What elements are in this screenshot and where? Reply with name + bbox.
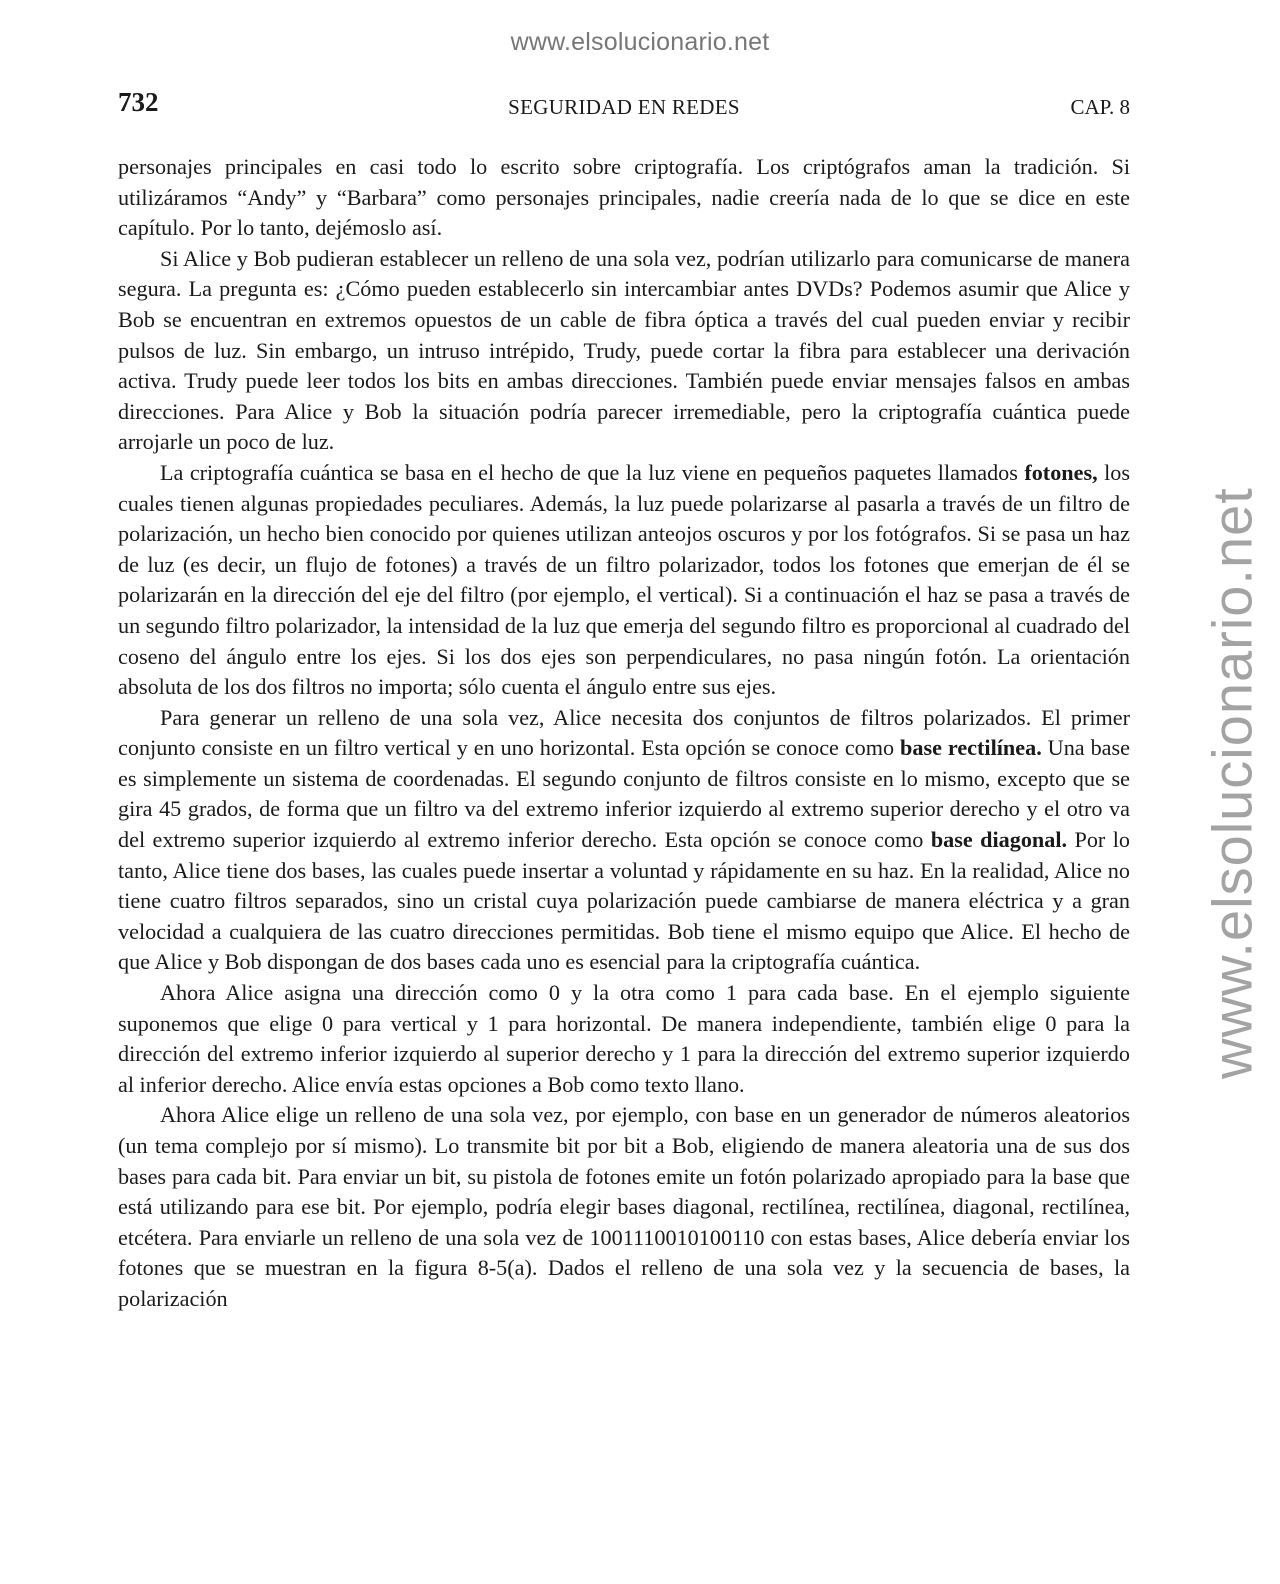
- paragraph-4-text-1: Para generar un relleno de una sola vez, Alice necesita dos conjuntos de filtros polarizados. El primer conjunto consiste en un filtro vertical y en uno horizontal. Esta opción se conoce como: [118, 704, 1130, 761]
- paragraph-4: [118, 703, 1130, 978]
- paragraph-2: Si Alice y Bob pudieran establecer un relleno de una sola vez, podrían utilizarlo para comunicarse de manera segura. La pregunta es: ¿Cómo pueden establecerlo sin intercambiar antes DVDs? Podemos asumir que Alice y Bob se encuentran en extremos opuestos de un cable de fibra óptica a través del cual pueden enviar y recibir pulsos de luz. Sin embargo, un intruso intrépido, Trudy, puede cortar la fibra para establecer una derivación activa. Trudy puede leer todos los bits en ambas direcciones. También puede enviar mensajes falsos en ambas direcciones. Para Alice y Bob la situación podría parecer irremediable, pero la criptografía cuántica puede arrojarle un poco de luz.: [118, 245, 1130, 455]
- paragraph-5: Ahora Alice asigna una dirección como 0 y la otra como 1 para cada base. En el ejemplo siguiente suponemos que elige 0 para vertical y 1 para horizontal. De manera independiente, también elige 0 para la dirección del extremo inferior izquierdo al superior derecho y 1 para la dirección del extremo superior izquierdo al inferior derecho. Alice envía estas opciones a Bob como texto llano.: [118, 980, 1130, 1097]
- paragraph-3: [118, 458, 1130, 703]
- page-header: [118, 87, 1130, 127]
- term-base-rectilinea: base rectilínea.: [900, 735, 1042, 761]
- paragraph-3-text-1: La criptografía cuántica se basa en el hecho de que la luz viene en pequeños paquetes llamados: [160, 459, 1025, 485]
- chapter-label: CAP. 8: [1070, 95, 1130, 119]
- term-fotones: fotones,: [1024, 459, 1098, 485]
- paragraph-4-text-2: Una base es simplemente un sistema de coordenadas. El segundo conjunto de filtros consiste en lo mismo, excepto que se gira 45 grados, de forma que un filtro va del extremo inferior izquierdo al extremo superior derecho y el otro va del extremo superior izquierdo al extremo inferior derecho. Esta opción se conoce como: [118, 735, 1130, 853]
- paragraph-6: Ahora Alice elige un relleno de una sola vez, por ejemplo, con base en un generador de números aleatorios (un tema complejo por sí mismo). Lo transmite bit por bit a Bob, eligiendo de manera aleatoria una de sus dos bases para cada bit. Para enviar un bit, su pistola de fotones emite un fotón polarizado apropiado para la base que está utilizando para ese bit. Por ejemplo, podría elegir bases diagonal, rectilínea, rectilínea, diagonal, rectilínea, etcétera. Para enviarle un relleno de una sola vez de 1001110010100110 con estas bases, Alice debería enviar los fotones que se muestran en la figura 8-5(a). Dados el relleno de una sola vez y la secuencia de bases, la polarización: [118, 1102, 1130, 1311]
- paragraph-4-text-3: Por lo tanto, Alice tiene dos bases, las cuales puede insertar a voluntad y rápidamente en su haz. En la realidad, Alice no tiene cuatro filtros separados, sino un cristal cuya polarización puede cambiarse de manera eléctrica y a gran velocidad a cualquiera de las cuatro direcciones permitidas. Bob tiene el mismo equipo que Alice. El hecho de que Alice y Bob dispongan de dos bases cada uno es esencial para la criptografía cuántica.: [118, 827, 1130, 975]
- body-text: [118, 152, 1130, 1315]
- term-base-diagonal: base diagonal.: [930, 827, 1068, 853]
- paragraph-1: personajes principales en casi todo lo escrito sobre criptografía. Los criptógrafos aman la tradición. Si utilizáramos “Andy” y “Barbara” como personajes principales, nadie creería nada de lo que se dice en este capítulo. Por lo tanto, dejémoslo así.: [118, 154, 1130, 241]
- paragraph-3-text-2: los cuales tienen algunas propiedades peculiares. Además, la luz puede polarizarse al pasarla a través de un filtro de polarización, un hecho bien conocido por quienes utilizan anteojos oscuros y por los fotógrafos. Si se pasa un haz de luz (es decir, un flujo de fotones) a través de un filtro polarizador, todos los fotones que emerjan de él se polarizarán en la dirección del eje del filtro (por ejemplo, el vertical). Si a continuación el haz se pasa a través de un segundo filtro polarizador, la intensidad de la luz que emerja del segundo filtro es proporcional al cuadrado del coseno del ángulo entre los ejes. Si los dos ejes son perpendiculares, no pasa ningún fotón. La orientación absoluta de los dos filtros no importa; sólo cuenta el ángulo entre sus ejes.: [118, 459, 1130, 700]
- watermark-top: www.elsolucionario.net: [510, 28, 770, 56]
- watermark-side: www.elsolucionario.net: [1200, 487, 1264, 1079]
- page-number: 732: [118, 87, 159, 117]
- running-title: SEGURIDAD EN REDES: [508, 95, 740, 119]
